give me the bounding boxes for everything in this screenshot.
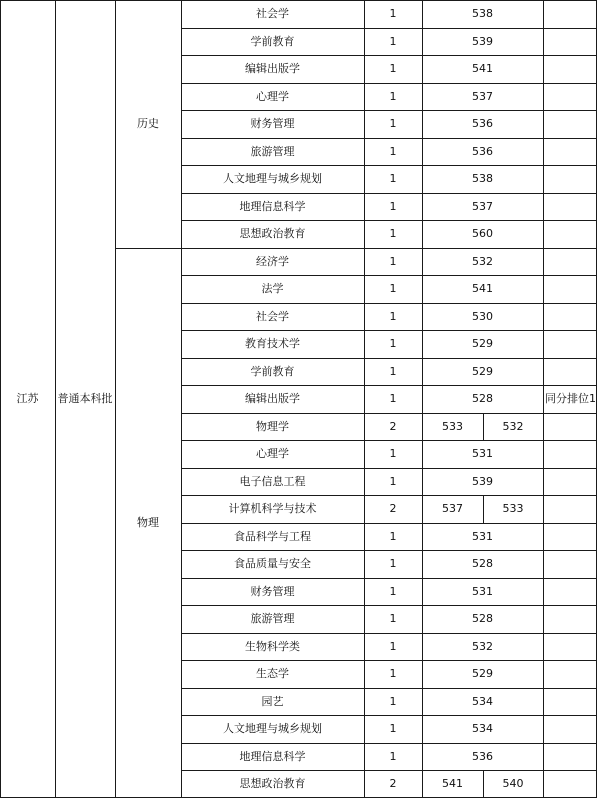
- score-value: 531: [472, 584, 493, 598]
- score-value: 541: [442, 777, 463, 790]
- major-name: 食品科学与工程: [234, 529, 311, 543]
- major-name: 生物科学类: [245, 639, 300, 653]
- score-value: 530: [472, 309, 493, 323]
- enroll-count: 1: [389, 749, 397, 763]
- subject-group-cell: 物理: [137, 515, 159, 529]
- score-value: 532: [502, 419, 524, 433]
- major-name: 计算机科学与技术: [228, 502, 317, 516]
- major-name: 旅游管理: [250, 144, 295, 158]
- major-name: 食品质量与安全: [234, 557, 311, 571]
- enroll-count: 1: [389, 667, 397, 681]
- score-value: 529: [472, 337, 493, 351]
- major-name: 学前教育: [250, 364, 295, 378]
- major-name: 编辑出版学: [245, 62, 300, 76]
- enroll-count: 1: [389, 364, 397, 378]
- score-value: 534: [472, 722, 493, 736]
- major-name: 思想政治教育: [239, 777, 306, 790]
- enroll-count: 1: [389, 639, 397, 653]
- score-value: 533: [442, 419, 463, 433]
- major-name: 财务管理: [250, 584, 295, 598]
- major-name: 教育技术学: [245, 337, 300, 351]
- enroll-count: 1: [389, 529, 397, 543]
- enroll-count: 1: [389, 34, 397, 48]
- score-value: 534: [472, 694, 493, 708]
- score-value: 528: [472, 612, 493, 626]
- major-name: 物理学: [256, 419, 289, 433]
- enroll-count: 1: [389, 117, 397, 131]
- major-name: 电子信息工程: [239, 474, 306, 488]
- major-name: 人文地理与城乡规划: [223, 172, 322, 186]
- major-name: 财务管理: [250, 117, 295, 131]
- score-value: 536: [472, 749, 493, 763]
- major-name: 社会学: [256, 309, 289, 323]
- enroll-count: 1: [389, 392, 397, 406]
- major-name: 法学: [261, 282, 284, 296]
- enroll-count: 1: [389, 199, 397, 213]
- major-name: 园艺: [261, 694, 284, 708]
- enroll-count: 1: [389, 337, 397, 351]
- enroll-count: 1: [389, 7, 397, 21]
- enroll-count: 1: [389, 172, 397, 186]
- enroll-count: 1: [389, 447, 397, 461]
- subject-group-cell: 历史: [137, 117, 159, 131]
- major-name: 心理学: [256, 89, 289, 103]
- batch-cell: 普通本科批: [57, 392, 113, 405]
- enroll-count: 1: [389, 694, 397, 708]
- score-value: 531: [472, 529, 493, 543]
- score-value: 537: [442, 502, 463, 516]
- score-value: 529: [472, 667, 493, 681]
- major-name: 生态学: [256, 667, 289, 681]
- enroll-count: 1: [389, 282, 397, 296]
- enroll-count: 1: [389, 612, 397, 626]
- score-value: 560: [472, 227, 493, 241]
- score-value: 540: [502, 777, 524, 790]
- score-value: 538: [472, 172, 493, 186]
- major-name: 地理信息科学: [239, 749, 306, 763]
- score-value: 536: [472, 144, 493, 158]
- score-value: 531: [472, 447, 493, 461]
- major-name: 地理信息科学: [239, 199, 306, 213]
- score-value: 528: [472, 392, 493, 406]
- enroll-count: 2: [389, 419, 397, 433]
- major-name: 经济学: [256, 254, 289, 268]
- score-value: 541: [472, 62, 493, 76]
- major-name: 编辑出版学: [245, 392, 300, 406]
- enroll-count: 1: [389, 474, 397, 488]
- enroll-count: 1: [389, 309, 397, 323]
- score-value: 532: [472, 254, 493, 268]
- score-value: 541: [472, 282, 493, 296]
- score-value: 528: [472, 557, 493, 571]
- score-value: 536: [472, 117, 493, 131]
- major-name: 学前教育: [250, 34, 295, 48]
- enroll-count: 1: [389, 722, 397, 736]
- enroll-count: 1: [389, 62, 397, 76]
- score-value: 537: [472, 89, 493, 103]
- score-value: 539: [472, 34, 493, 48]
- enroll-count: 1: [389, 144, 397, 158]
- score-value: 539: [472, 474, 493, 488]
- score-value: 532: [472, 639, 493, 653]
- major-name: 心理学: [256, 447, 289, 461]
- score-value: 538: [472, 7, 493, 21]
- enroll-count: 2: [389, 777, 397, 790]
- enroll-count: 1: [389, 584, 397, 598]
- enroll-count: 2: [389, 502, 397, 516]
- score-value: 533: [502, 502, 524, 516]
- major-name: 社会学: [256, 7, 289, 21]
- major-name: 思想政治教育: [239, 227, 306, 241]
- enroll-count: 1: [389, 254, 397, 268]
- province-cell: 江苏: [16, 392, 39, 405]
- enroll-count: 1: [389, 227, 397, 241]
- note-cell: 同分排位1: [545, 392, 596, 406]
- enroll-count: 1: [389, 89, 397, 103]
- score-value: 537: [472, 199, 493, 213]
- enroll-count: 1: [389, 557, 397, 571]
- major-name: 旅游管理: [250, 612, 295, 626]
- major-name: 人文地理与城乡规划: [223, 722, 322, 736]
- score-value: 529: [472, 364, 493, 378]
